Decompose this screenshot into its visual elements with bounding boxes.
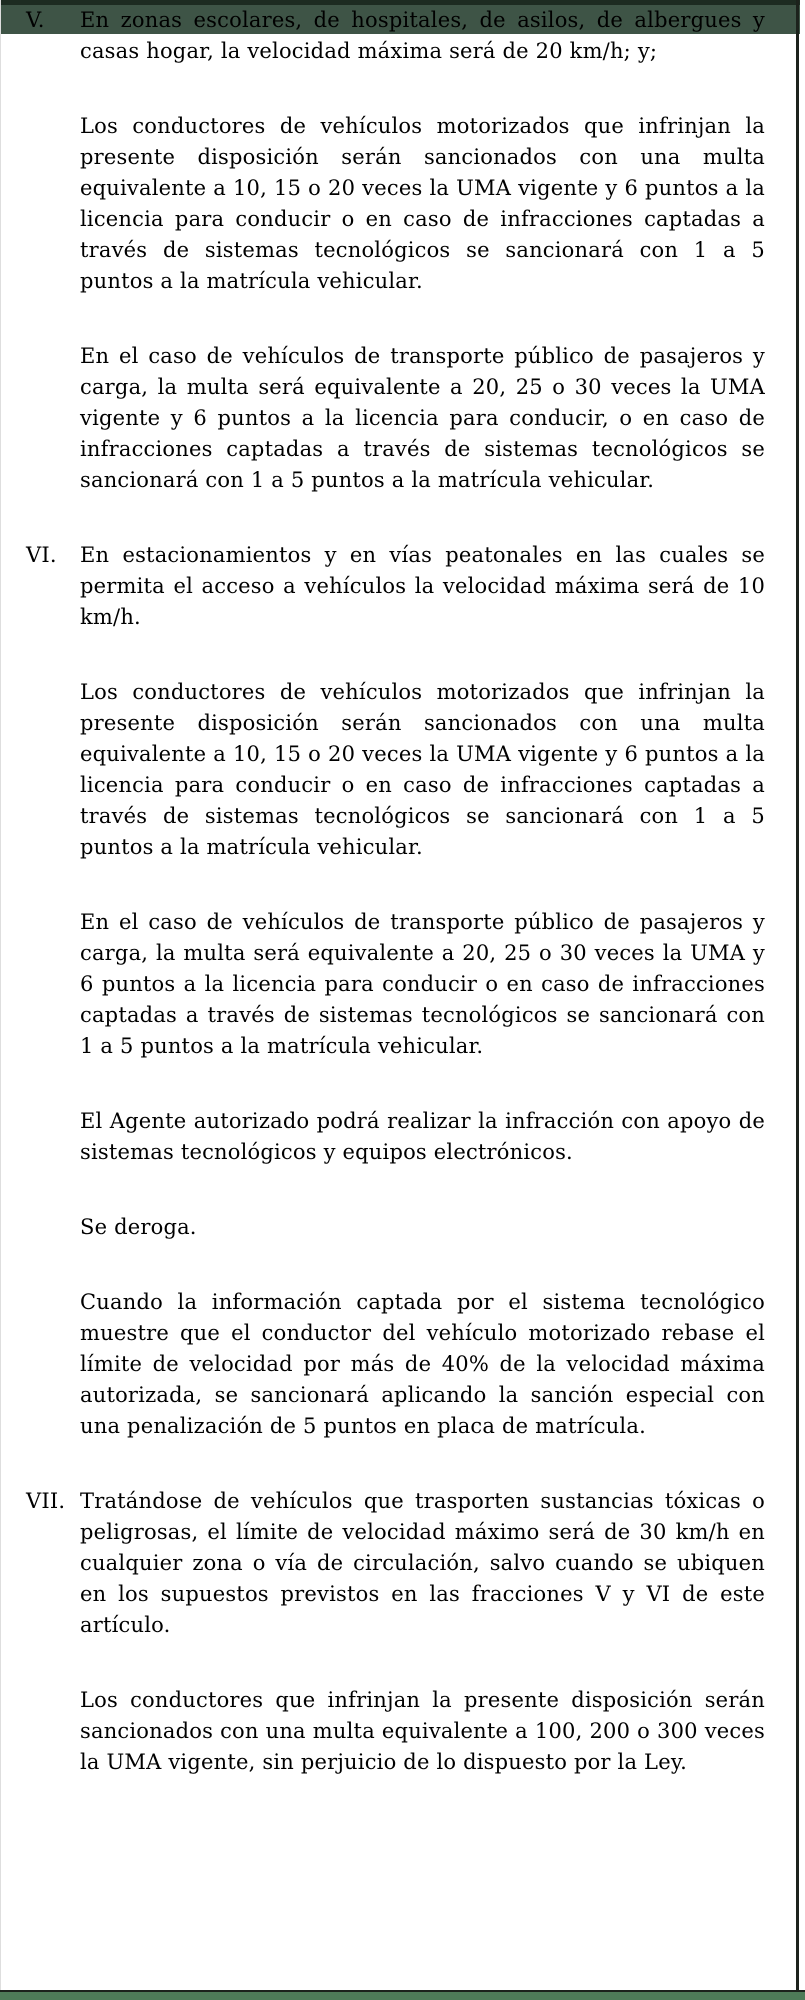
paragraph-text: El Agente autorizado podrá realizar la infracción con apoyo de sistemas tecnológicos y equipos electrónicos.: [80, 1109, 765, 1164]
item-numeral: VI.: [26, 543, 57, 567]
paragraph-text: Cuando la información captada por el sistema tecnológico muestre que el conductor del vehículo motorizado rebase el límite de velocidad por más de 40% de la velocidad máxima autorizada, se sancionará aplicando la sanción especial con una penalización de 5 puntos en placa de matrícula.: [80, 1290, 765, 1438]
paragraph-block: [26, 1212, 765, 1243]
left-edge-line: [0, 0, 1, 2000]
paragraph-block: [26, 5, 765, 67]
paragraph-block: [26, 677, 765, 863]
item-numeral: [26, 907, 80, 1062]
paragraph-text: En el caso de vehículos de transporte público de pasajeros y carga, la multa será equivalente a 20, 25 o 30 veces la UMA vigente y 6 puntos a la licencia para conducir, o en caso de infracciones captadas a través de sistemas tecnológicos se sancionará con 1 a 5 puntos a la matrícula vehicular.: [80, 344, 765, 492]
item-numeral: [26, 1212, 80, 1243]
paragraph-text: Se deroga.: [80, 1215, 197, 1239]
paragraph-block: [26, 1486, 765, 1641]
paragraph-text: Los conductores que infrinjan la presente disposición serán sancionados con una multa equivalente a 100, 200 o 300 veces la UMA vigente, sin perjuicio de lo dispuesto por la Ley.: [80, 1688, 765, 1774]
paragraph-block: [26, 111, 765, 297]
paragraph-text: Los conductores de vehículos motorizados que infrinjan la presente disposición serán sancionados con una multa equivalente a 10, 15 o 20 veces la UMA vigente y 6 puntos a la licencia para conducir o en caso de infracciones captadas a través de sistemas tecnológicos se sancionará con 1 a 5 puntos a la matrícula vehicular.: [80, 114, 765, 293]
item-numeral: V.: [26, 8, 45, 32]
item-numeral: [26, 1287, 80, 1442]
item-numeral: [26, 677, 80, 863]
item-numeral: [26, 111, 80, 297]
paragraph-block: [26, 1106, 765, 1168]
item-numeral: VII.: [26, 1489, 66, 1513]
paragraph-text: En el caso de vehículos de transporte público de pasajeros y carga, la multa será equivalente a 20, 25 o 30 veces la UMA y 6 puntos a la licencia para conducir o en caso de infracciones captadas a través de sistemas tecnológicos se sancionará con 1 a 5 puntos a la matrícula vehicular.: [80, 910, 765, 1058]
paragraph-block: [26, 1685, 765, 1778]
paragraph-text: En estacionamientos y en vías peatonales en las cuales se permita el acceso a vehículos la velocidad máxima será de 10 km/h.: [80, 543, 765, 629]
paragraph-block: [26, 907, 765, 1062]
paragraph-text: Tratándose de vehículos que trasporten sustancias tóxicas o peligrosas, el límite de velocidad máximo será de 30 km/h en cualquier zona o vía de circulación, salvo cuando se ubiquen en los supuestos previstos en las fracciones V y VI de este artículo.: [80, 1489, 765, 1637]
paragraph-text: Los conductores de vehículos motorizados que infrinjan la presente disposición serán sancionados con una multa equivalente a 10, 15 o 20 veces la UMA vigente y 6 puntos a la licencia para conducir o en caso de infracciones captadas a través de sistemas tecnológicos se sancionará con 1 a 5 puntos a la matrícula vehicular.: [80, 680, 765, 859]
right-edge-rule: [796, 0, 799, 2000]
paragraph-text: En zonas escolares, de hospitales, de asilos, de albergues y casas hogar, la velocidad máxima será de 20 km/h; y;: [80, 8, 765, 63]
bottom-page-break-bar: [0, 1990, 805, 2000]
item-numeral: [26, 341, 80, 496]
paragraph-block: [26, 1287, 765, 1442]
paragraph-block: [26, 540, 765, 633]
item-numeral: [26, 1685, 80, 1778]
paragraph-block: [26, 341, 765, 496]
item-numeral: [26, 1106, 80, 1168]
